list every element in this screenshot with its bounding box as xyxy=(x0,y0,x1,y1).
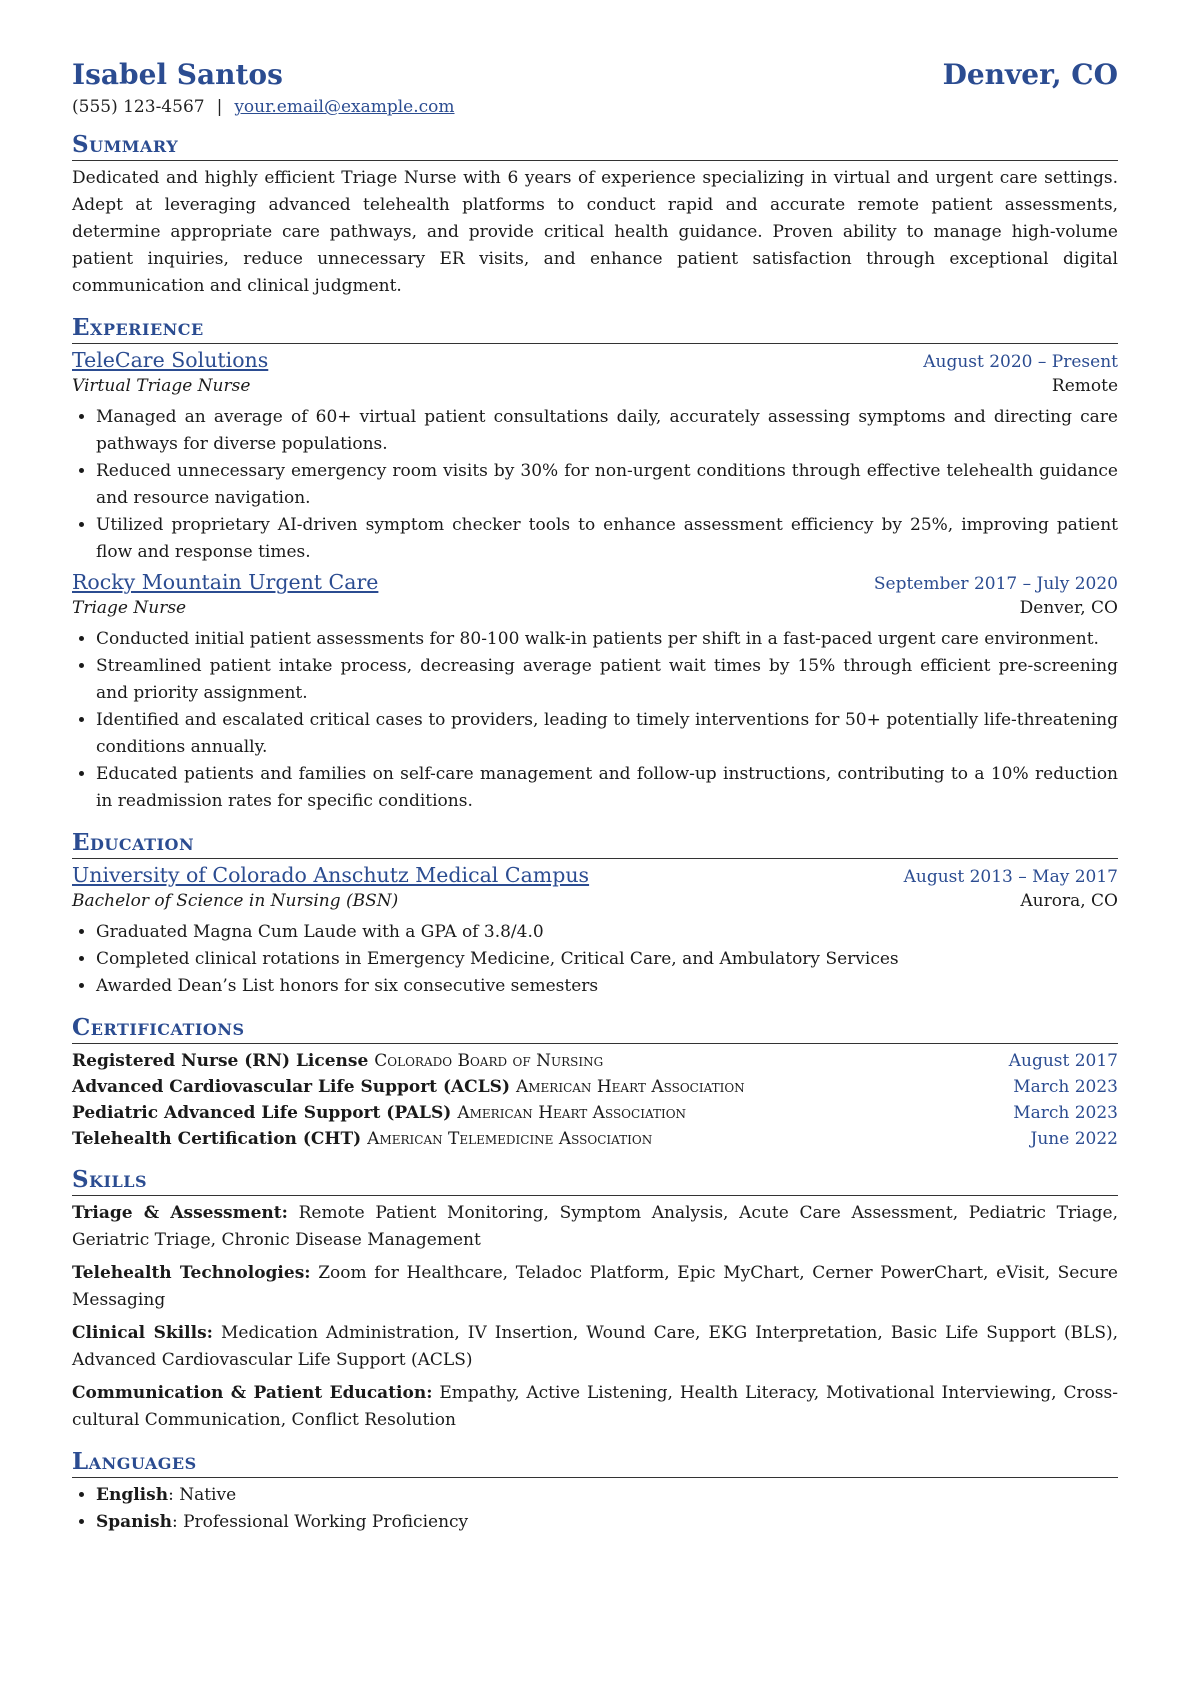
certification-date: March 2023 xyxy=(1013,1103,1118,1123)
certification-date: March 2023 xyxy=(1013,1077,1118,1097)
list-item xyxy=(96,1509,1118,1536)
skill-group xyxy=(72,1200,1118,1254)
education-highlights xyxy=(72,919,1118,1000)
language-name: English xyxy=(96,1485,169,1505)
experience-entry xyxy=(72,570,1118,815)
achievement-list xyxy=(72,404,1118,566)
certification-issuer: Colorado Board of Nursing xyxy=(374,1051,604,1071)
certification-name: Advanced Cardiovascular Life Support (ACLS) xyxy=(72,1077,510,1097)
education-entry xyxy=(72,863,1118,1000)
skill-values: Remote Patient Monitoring, Symptom Analysis, Acute Care Assessment, Pediatric Triage, Geriatric Triage, Chronic Disease Management xyxy=(72,1203,1118,1250)
contact-separator: | xyxy=(216,97,223,117)
certification-list xyxy=(72,1048,1118,1152)
list-item: • Completed clinical rotations in Emergency Medicine, Critical Care, and Ambulatory Services xyxy=(96,946,1118,973)
certification-row xyxy=(72,1048,1118,1074)
candidate-location: Denver, CO xyxy=(942,58,1118,91)
list-item: • Awarded Dean’s List honors for six consecutive semesters xyxy=(96,973,1118,1000)
section-title-experience: Experience xyxy=(72,314,1118,344)
list-item: • Streamlined patient intake process, decreasing average patient wait times by 15% through efficient pre-screening and priority assignment. xyxy=(96,653,1118,707)
degree: Bachelor of Science in Nursing (BSN) xyxy=(72,891,399,911)
skill-values: Zoom for Healthcare, Teladoc Platform, Epic MyChart, Cerner PowerChart, eVisit, Secure Messaging xyxy=(72,1263,1118,1310)
list-item: • Managed an average of 60+ virtual patient consultations daily, accurately assessing symptoms and directing care pathways for diverse populations. xyxy=(96,404,1118,458)
section-title-summary: Summary xyxy=(72,131,1118,161)
job-title: Virtual Triage Nurse xyxy=(72,376,251,396)
certification-name: Pediatric Advanced Life Support (PALS) xyxy=(72,1103,452,1123)
certification-row xyxy=(72,1126,1118,1152)
skill-label: Telehealth Technologies: xyxy=(72,1263,311,1283)
employment-dates: August 2020 – Present xyxy=(923,352,1118,372)
skill-values: Empathy, Active Listening, Health Literacy, Motivational Interviewing, Cross-cultural Communication, Conflict Resolution xyxy=(72,1383,1119,1430)
language-list xyxy=(72,1482,1118,1536)
email-link[interactable]: your.email@example.com xyxy=(234,97,455,117)
skill-group xyxy=(72,1320,1118,1374)
job-location: Remote xyxy=(1051,376,1118,396)
skill-group xyxy=(72,1380,1118,1434)
employer-link[interactable]: Rocky Mountain Urgent Care xyxy=(72,570,379,594)
achievement-list xyxy=(72,626,1118,815)
school-location: Aurora, CO xyxy=(1020,891,1118,911)
list-item: • Reduced unnecessary emergency room visits by 30% for non-urgent conditions through effective telehealth guidance and resource navigation. xyxy=(96,458,1118,512)
language-level: : Native xyxy=(168,1485,237,1505)
certification-date: June 2022 xyxy=(1030,1129,1118,1149)
certification-issuer: American Telemedicine Association xyxy=(367,1129,653,1149)
resume-content xyxy=(72,58,1118,1536)
section-title-certifications: Certifications xyxy=(72,1014,1118,1044)
certification-row xyxy=(72,1074,1118,1100)
experience-entry xyxy=(72,348,1118,566)
job-title: Triage Nurse xyxy=(72,598,187,618)
list-item: • Educated patients and families on self-care management and follow-up instructions, contributing to a 10% reduction in readmission rates for specific conditions. xyxy=(96,761,1118,815)
contact-line xyxy=(72,97,1118,117)
language-name: Spanish xyxy=(96,1512,172,1532)
skill-label: Communication & Patient Education: xyxy=(72,1383,433,1403)
language-level: : Professional Working Proficiency xyxy=(171,1512,469,1532)
school-link[interactable]: University of Colorado Anschutz Medical Campus xyxy=(72,863,590,887)
certification-name: Telehealth Certification (CHT) xyxy=(72,1129,362,1149)
list-item: • Identified and escalated critical cases to providers, leading to timely interventions for 50+ potentially life-threatening conditions annually. xyxy=(96,707,1118,761)
certification-row xyxy=(72,1100,1118,1126)
list-item xyxy=(96,1482,1118,1509)
phone-number: (555) 123-4567 xyxy=(72,97,205,117)
employment-dates: September 2017 – July 2020 xyxy=(873,574,1118,594)
summary-text: Dedicated and highly efficient Triage Nurse with 6 years of experience specializing in virtual and urgent care settings. Adept at leveraging advanced telehealth platforms to conduct rapid and accurate remote patient assessments, determine appropriate care pathways, and provide critical health guidance. Proven ability to manage high-volume patient inquiries, reduce unnecessary ER visits, and enhance patient satisfaction through exceptional digital communication and clinical judgment. xyxy=(72,168,1118,296)
list-item: • Graduated Magna Cum Laude with a GPA of 3.8/4.0 xyxy=(96,919,1118,946)
skill-label: Clinical Skills: xyxy=(72,1323,213,1343)
skill-values: Medication Administration, IV Insertion, Wound Care, EKG Interpretation, Basic Life Support (BLS), Advanced Cardiovascular Life Support (ACLS) xyxy=(72,1323,1119,1370)
list-item: • Conducted initial patient assessments for 80-100 walk-in patients per shift in a fast-paced urgent care environment. xyxy=(96,626,1118,653)
section-title-languages: Languages xyxy=(72,1448,1118,1478)
education-dates: August 2013 – May 2017 xyxy=(903,867,1118,887)
section-title-education: Education xyxy=(72,829,1118,859)
certification-issuer: American Heart Association xyxy=(515,1077,745,1097)
list-item: • Utilized proprietary AI-driven symptom checker tools to enhance assessment efficiency by 25%, improving patient flow and response times. xyxy=(96,512,1118,566)
job-location: Denver, CO xyxy=(1019,598,1118,618)
employer-link[interactable]: TeleCare Solutions xyxy=(72,348,269,372)
certification-issuer: American Heart Association xyxy=(457,1103,687,1123)
skill-label: Triage & Assessment: xyxy=(72,1203,288,1223)
certification-date: August 2017 xyxy=(1008,1051,1118,1071)
skill-group xyxy=(72,1260,1118,1314)
resume-header xyxy=(72,58,1118,91)
candidate-name: Isabel Santos xyxy=(72,58,283,91)
section-title-skills: Skills xyxy=(72,1166,1118,1196)
certification-name: Registered Nurse (RN) License xyxy=(72,1051,369,1071)
